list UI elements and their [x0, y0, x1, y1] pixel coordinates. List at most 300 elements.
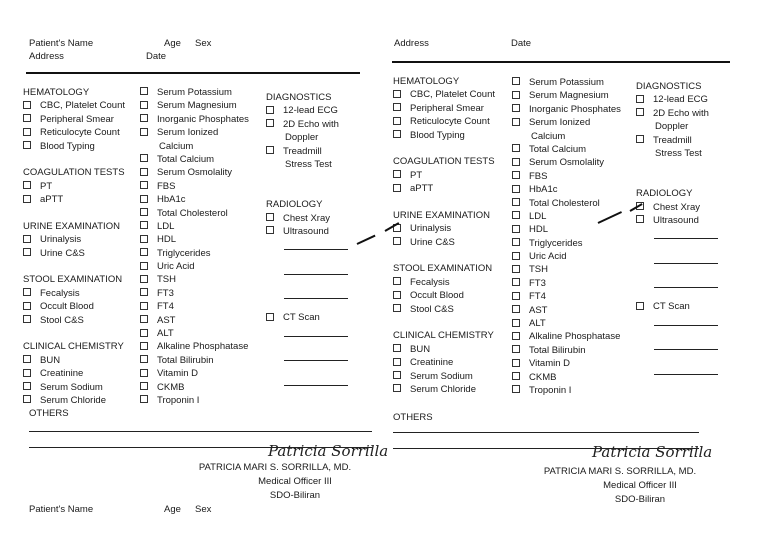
checkbox[interactable]	[393, 170, 401, 178]
test-label: Vitamin D	[529, 358, 571, 370]
test-label: Treadmill	[653, 134, 692, 146]
test-label: Total Bilirubin	[157, 354, 214, 366]
test-option-aptt[interactable]	[393, 182, 495, 195]
test-label: 12-lead ECG	[653, 94, 708, 106]
footer-sex-label: Sex	[195, 504, 212, 515]
test-label: Ultrasound	[283, 225, 329, 237]
section-heading: HEMATOLOGY	[23, 87, 90, 98]
checkbox[interactable]	[23, 355, 31, 363]
test-option-12-lead-ecg[interactable]	[636, 93, 718, 106]
checkbox[interactable]	[23, 315, 31, 323]
test-option-ast[interactable]	[140, 314, 249, 327]
spacer	[23, 327, 125, 340]
checkbox[interactable]	[393, 304, 401, 312]
test-label: Urine C&S	[410, 236, 455, 248]
test-option-vitamin-d[interactable]	[512, 357, 621, 370]
test-option-occult-blood[interactable]	[393, 289, 495, 302]
test-option-bun[interactable]	[23, 354, 125, 367]
test-label: FT4	[157, 301, 174, 313]
test-option-hdl[interactable]	[512, 223, 621, 236]
spacer	[393, 316, 495, 329]
checkbox[interactable]	[140, 329, 148, 337]
doctor-name: PATRICIA MARI S. SORRILLA, MD.	[198, 462, 352, 473]
test-label: AST	[157, 314, 176, 326]
checkbox[interactable]	[636, 135, 644, 143]
blank-line	[284, 385, 348, 386]
checkbox[interactable]	[140, 114, 148, 122]
test-label: Troponin I	[157, 394, 200, 406]
write-in-line[interactable]	[636, 374, 718, 387]
test-option-fbs[interactable]	[512, 170, 621, 183]
test-option-chest-xray[interactable]	[266, 212, 348, 225]
checkbox[interactable]	[512, 238, 520, 246]
checkbox[interactable]	[140, 235, 148, 243]
test-label: LDL	[529, 210, 547, 222]
checkbox[interactable]	[266, 119, 274, 127]
test-option-serum-osmolality[interactable]	[512, 156, 621, 169]
checkbox[interactable]	[393, 344, 401, 352]
checkbox[interactable]	[140, 275, 148, 283]
section-heading: COAGULATION TESTS	[23, 167, 125, 179]
test-label: Serum Osmolality	[157, 167, 232, 179]
checkbox[interactable]	[140, 221, 148, 229]
checkbox[interactable]	[140, 262, 148, 270]
spacer	[393, 142, 495, 155]
test-label: Creatinine	[410, 357, 454, 369]
test-option-chest-xray[interactable]	[636, 201, 718, 214]
doctor-office: SDO-Biliran	[269, 490, 321, 501]
checkbox[interactable]	[140, 355, 148, 363]
checkbox[interactable]	[512, 225, 520, 233]
test-option-serum-ionized[interactable]	[140, 126, 249, 139]
test-option-ct-scan[interactable]	[636, 300, 718, 313]
test-option-serum-potassium[interactable]	[140, 86, 249, 99]
test-label: Alkaline Phosphatase	[157, 341, 249, 353]
checkbox[interactable]	[266, 313, 274, 321]
checkbox[interactable]	[23, 369, 31, 377]
section-heading: RADIOLOGY	[636, 188, 693, 200]
test-label: FT3	[157, 287, 174, 299]
test-option-total-cholesterol[interactable]	[512, 197, 621, 210]
checkbox[interactable]	[512, 171, 520, 179]
others-line	[29, 431, 372, 432]
checkbox[interactable]	[512, 278, 520, 286]
checkbox[interactable]	[393, 117, 401, 125]
test-option-tsh[interactable]	[512, 263, 621, 276]
checkbox[interactable]	[512, 319, 520, 327]
test-option-total-bilirubin[interactable]	[512, 344, 621, 357]
test-option-inorganic-phosphates[interactable]	[140, 113, 249, 126]
checkbox[interactable]	[512, 211, 520, 219]
test-option-troponin-i[interactable]	[140, 394, 249, 407]
blank-line	[654, 374, 718, 375]
checkbox[interactable]	[140, 168, 148, 176]
doctor-name: PATRICIA MARI S. SORRILLA, MD.	[543, 466, 697, 477]
test-option-troponin-i[interactable]	[512, 384, 621, 397]
checkbox[interactable]	[512, 252, 520, 260]
checkbox[interactable]	[140, 101, 148, 109]
test-option-serum-potassium[interactable]	[512, 76, 621, 89]
test-option-serum-chloride[interactable]	[23, 394, 125, 407]
test-label: ALT	[529, 318, 546, 330]
test-label: CT Scan	[653, 301, 690, 313]
test-option-alt[interactable]	[140, 327, 249, 340]
checkbox[interactable]	[23, 114, 31, 122]
test-option-triglycerides[interactable]	[512, 237, 621, 250]
test-label: HDL	[157, 234, 177, 246]
write-in-line[interactable]	[266, 385, 348, 398]
test-label: CT Scan	[283, 312, 320, 324]
test-option-blood-typing[interactable]	[393, 129, 495, 142]
write-in-line[interactable]	[266, 298, 348, 311]
test-option-creatinine[interactable]	[23, 367, 125, 380]
test-option-vitamin-d[interactable]	[140, 367, 249, 380]
checkbox[interactable]	[23, 101, 31, 109]
test-label: CBC, Platelet Count	[410, 89, 496, 101]
test-label: Serum Potassium	[529, 77, 604, 88]
checkbox[interactable]	[23, 395, 31, 403]
checkbox[interactable]	[512, 198, 520, 206]
checkbox[interactable]	[23, 141, 31, 149]
write-in-line[interactable]	[266, 249, 348, 262]
checkbox[interactable]	[393, 90, 401, 98]
checkbox[interactable]	[393, 103, 401, 111]
test-option-2d-echo-with[interactable]	[266, 118, 348, 131]
test-label: aPTT	[40, 194, 64, 206]
test-option-creatinine[interactable]	[393, 356, 495, 369]
write-in-line[interactable]	[266, 336, 348, 349]
checkbox[interactable]	[512, 359, 520, 367]
checkbox[interactable]	[140, 288, 148, 296]
checkbox[interactable]	[140, 195, 148, 203]
checkbox[interactable]	[23, 235, 31, 243]
test-option-serum-ionized[interactable]	[512, 116, 621, 129]
test-option-uric-acid[interactable]	[512, 250, 621, 263]
test-option-ldl[interactable]	[512, 210, 621, 223]
test-label: TSH	[529, 264, 548, 276]
checkbox[interactable]	[393, 291, 401, 299]
test-option-2d-echo-with[interactable]	[636, 107, 718, 120]
checkbox[interactable]	[512, 372, 520, 380]
test-label: Serum Chloride	[40, 394, 106, 406]
test-label: Chest Xray	[283, 212, 330, 224]
checkbox[interactable]	[23, 382, 31, 390]
doctor-block	[540, 465, 700, 507]
checkbox[interactable]	[512, 265, 520, 273]
blank-line	[284, 336, 348, 337]
checkbox[interactable]	[23, 248, 31, 256]
checkbox[interactable]	[393, 277, 401, 285]
test-label: HDL	[529, 224, 549, 236]
checkbox[interactable]	[140, 248, 148, 256]
checkbox[interactable]	[393, 358, 401, 366]
spacer	[266, 171, 348, 184]
middle-column-tests	[512, 76, 621, 397]
test-label: AST	[529, 304, 548, 316]
test-option-serum-magnesium[interactable]	[140, 99, 249, 112]
test-option-alt[interactable]	[512, 317, 621, 330]
checkbox[interactable]	[636, 302, 644, 310]
test-option-serum-sodium[interactable]	[393, 370, 495, 383]
test-label: Serum Chloride	[410, 383, 476, 395]
checkbox[interactable]	[636, 95, 644, 103]
test-option-tsh[interactable]	[140, 273, 249, 286]
test-label: BUN	[40, 354, 61, 366]
test-label: BUN	[410, 343, 431, 355]
test-option-urine-c-s[interactable]	[23, 247, 125, 260]
test-option-ft3[interactable]	[512, 277, 621, 290]
test-option-hba1c[interactable]	[512, 183, 621, 196]
test-option-ct-scan[interactable]	[266, 311, 348, 324]
checkbox[interactable]	[140, 302, 148, 310]
test-label: FT4	[529, 291, 546, 303]
test-option-peripheral-smear[interactable]	[23, 113, 125, 126]
checkbox[interactable]	[636, 215, 644, 223]
checkbox[interactable]	[512, 77, 520, 85]
test-label-continuation: Doppler	[285, 132, 319, 144]
test-option-fecalysis[interactable]	[23, 287, 125, 300]
age-label: Age	[164, 38, 181, 49]
checkbox[interactable]	[393, 237, 401, 245]
test-option-serum-sodium[interactable]	[23, 381, 125, 394]
test-option-serum-magnesium[interactable]	[512, 89, 621, 102]
test-option-total-calcium[interactable]	[512, 143, 621, 156]
test-label: Reticulocyte Count	[40, 127, 120, 139]
test-option-ast[interactable]	[512, 304, 621, 317]
test-option-ft4[interactable]	[140, 300, 249, 313]
test-label: Triglycerides	[157, 247, 211, 259]
test-option-ckmb[interactable]	[140, 381, 249, 394]
test-option-ldl[interactable]	[140, 220, 249, 233]
checkbox[interactable]	[512, 292, 520, 300]
test-option-hba1c[interactable]	[140, 193, 249, 206]
test-option-blood-typing[interactable]	[23, 140, 125, 153]
section-heading: URINE EXAMINATION	[393, 209, 490, 221]
checkbox[interactable]	[23, 195, 31, 203]
checkbox[interactable]	[140, 315, 148, 323]
doctor-title: Medical Officer III	[603, 480, 677, 491]
test-option-aptt[interactable]	[23, 193, 125, 206]
test-option-urinalysis[interactable]	[393, 222, 495, 235]
test-option-hdl[interactable]	[140, 233, 249, 246]
test-option-12-lead-ecg[interactable]	[266, 104, 348, 117]
test-label: FBS	[529, 170, 548, 182]
header-rule	[392, 61, 730, 63]
test-label: Blood Typing	[410, 129, 465, 141]
test-label-continuation: Calcium	[531, 130, 566, 142]
test-label: Occult Blood	[410, 290, 464, 302]
test-label: Urinalysis	[410, 223, 452, 235]
section-heading: DIAGNOSTICS	[266, 92, 332, 103]
test-label: HbA1c	[529, 184, 558, 196]
checkbox[interactable]	[266, 146, 274, 154]
test-option-inorganic-phosphates[interactable]	[512, 103, 621, 116]
checkbox[interactable]	[266, 106, 274, 114]
left-column-tests	[393, 75, 495, 396]
write-in-line[interactable]	[266, 360, 348, 373]
diagnostics-column	[636, 80, 718, 387]
test-label-continuation: Doppler	[655, 121, 689, 133]
section-heading: HEMATOLOGY	[393, 76, 460, 87]
spacer	[393, 196, 495, 209]
checkbox[interactable]	[140, 128, 148, 136]
test-option-treadmill[interactable]	[636, 134, 718, 147]
test-option-serum-chloride[interactable]	[393, 383, 495, 396]
checkbox[interactable]	[512, 118, 520, 126]
test-option-total-cholesterol[interactable]	[140, 207, 249, 220]
checkbox[interactable]	[140, 342, 148, 350]
test-option-uric-acid[interactable]	[140, 260, 249, 273]
test-label-continuation: Calcium	[159, 140, 194, 152]
test-label: Blood Typing	[40, 140, 95, 152]
test-label: Serum Sodium	[40, 381, 103, 393]
test-option-reticulocyte-count[interactable]	[393, 115, 495, 128]
blank-line	[654, 325, 718, 326]
checkbox[interactable]	[266, 226, 274, 234]
checkbox[interactable]	[140, 154, 148, 162]
checkbox[interactable]	[393, 130, 401, 138]
checkbox[interactable]	[512, 144, 520, 152]
blank-line	[284, 274, 348, 275]
checkbox[interactable]	[393, 384, 401, 392]
checkbox[interactable]	[140, 181, 148, 189]
test-option-alkaline-phosphatase[interactable]	[512, 330, 621, 343]
test-label: Stool C&S	[410, 303, 454, 315]
test-label: Inorganic Phosphates	[157, 113, 249, 125]
test-option-reticulocyte-count[interactable]	[23, 126, 125, 139]
checkbox[interactable]	[140, 382, 148, 390]
test-option-cbc-platelet-count[interactable]	[23, 99, 125, 112]
test-option-ultrasound[interactable]	[636, 214, 718, 227]
write-in-line[interactable]	[636, 263, 718, 276]
checkbox[interactable]	[512, 345, 520, 353]
left-column-tests	[23, 86, 125, 407]
address-label: Address	[29, 51, 64, 62]
date-label: Date	[511, 38, 532, 49]
test-label: Serum Potassium	[157, 87, 232, 98]
checkbox[interactable]	[23, 302, 31, 310]
test-label: FT3	[529, 277, 546, 289]
middle-column-tests	[140, 86, 249, 407]
write-in-line[interactable]	[636, 325, 718, 338]
checkbox[interactable]	[512, 104, 520, 112]
doctor-office: SDO-Biliran	[614, 494, 666, 505]
spacer	[266, 185, 348, 198]
test-label: Peripheral Smear	[410, 102, 484, 114]
checkbox[interactable]	[512, 332, 520, 340]
test-option-triglycerides[interactable]	[140, 247, 249, 260]
test-option-ckmb[interactable]	[512, 371, 621, 384]
checkbox[interactable]	[140, 369, 148, 377]
test-option-pt[interactable]	[393, 169, 495, 182]
test-option-ultrasound[interactable]	[266, 225, 348, 238]
test-label: Serum Osmolality	[529, 157, 604, 169]
test-option-fecalysis[interactable]	[393, 276, 495, 289]
spacer	[23, 207, 125, 220]
checkbox[interactable]	[140, 395, 148, 403]
test-label: Reticulocyte Count	[410, 116, 490, 128]
checkbox[interactable]	[512, 158, 520, 166]
test-option-serum-osmolality[interactable]	[140, 166, 249, 179]
footer-age-label: Age	[164, 504, 181, 515]
doctor-block	[195, 461, 355, 503]
footer-patient-name-label: Patient's Name	[29, 504, 94, 515]
blank-line	[284, 360, 348, 361]
checkbox[interactable]	[512, 385, 520, 393]
test-option-pt[interactable]	[23, 180, 125, 193]
spacer	[636, 174, 718, 187]
test-label: Urine C&S	[40, 247, 85, 259]
spacer	[23, 260, 125, 273]
cut-mark	[357, 235, 376, 245]
checkbox[interactable]	[23, 128, 31, 136]
patient-name-label: Patient's Name	[29, 38, 94, 49]
test-label: PT	[40, 180, 53, 192]
checkbox[interactable]	[393, 371, 401, 379]
test-option-urine-c-s[interactable]	[393, 236, 495, 249]
spacer	[636, 160, 718, 173]
write-in-line[interactable]	[636, 238, 718, 251]
address-label: Address	[394, 38, 429, 49]
checkbox[interactable]	[393, 184, 401, 192]
write-in-line[interactable]	[636, 349, 718, 362]
test-option-alkaline-phosphatase[interactable]	[140, 340, 249, 353]
test-label: FBS	[157, 180, 176, 192]
test-option-urinalysis[interactable]	[23, 233, 125, 246]
checkbox[interactable]	[512, 185, 520, 193]
checkbox[interactable]	[23, 288, 31, 296]
test-option-total-calcium[interactable]	[140, 153, 249, 166]
test-label: Alkaline Phosphatase	[529, 331, 621, 343]
test-option-peripheral-smear[interactable]	[393, 102, 495, 115]
test-option-ft4[interactable]	[512, 290, 621, 303]
write-in-line[interactable]	[636, 287, 718, 300]
checkbox[interactable]	[140, 208, 148, 216]
test-option-fbs[interactable]	[140, 180, 249, 193]
test-option-stool-c-s[interactable]	[23, 314, 125, 327]
doctor-signature: Patricia Sorrilla	[592, 443, 713, 461]
blank-line	[654, 263, 718, 264]
blank-line	[654, 349, 718, 350]
test-option-ft3[interactable]	[140, 287, 249, 300]
checkbox[interactable]	[512, 91, 520, 99]
test-label: 12-lead ECG	[283, 105, 338, 117]
checkbox[interactable]	[23, 181, 31, 189]
test-label: Serum Ionized	[157, 127, 219, 139]
test-option-stool-c-s[interactable]	[393, 303, 495, 316]
test-option-occult-blood[interactable]	[23, 300, 125, 313]
test-label: Serum Magnesium	[529, 90, 609, 102]
test-label: Total Bilirubin	[529, 344, 586, 356]
test-option-bun[interactable]	[393, 343, 495, 356]
test-label: Chest Xray	[653, 201, 700, 213]
test-label: CBC, Platelet Count	[40, 100, 126, 112]
test-label: Treadmill	[283, 145, 322, 157]
test-label-continuation: Stress Test	[285, 158, 332, 170]
test-option-cbc-platelet-count[interactable]	[393, 88, 495, 101]
test-label: Total Calcium	[529, 143, 587, 155]
test-label: Creatinine	[40, 368, 84, 380]
checkbox[interactable]	[512, 305, 520, 313]
checkbox[interactable]	[266, 213, 274, 221]
write-in-line[interactable]	[266, 274, 348, 287]
test-label: Troponin I	[529, 384, 572, 396]
test-option-treadmill[interactable]	[266, 145, 348, 158]
test-option-total-bilirubin[interactable]	[140, 354, 249, 367]
test-label: 2D Echo with	[283, 118, 339, 130]
checkbox[interactable]	[636, 108, 644, 116]
checkbox[interactable]	[140, 87, 148, 95]
